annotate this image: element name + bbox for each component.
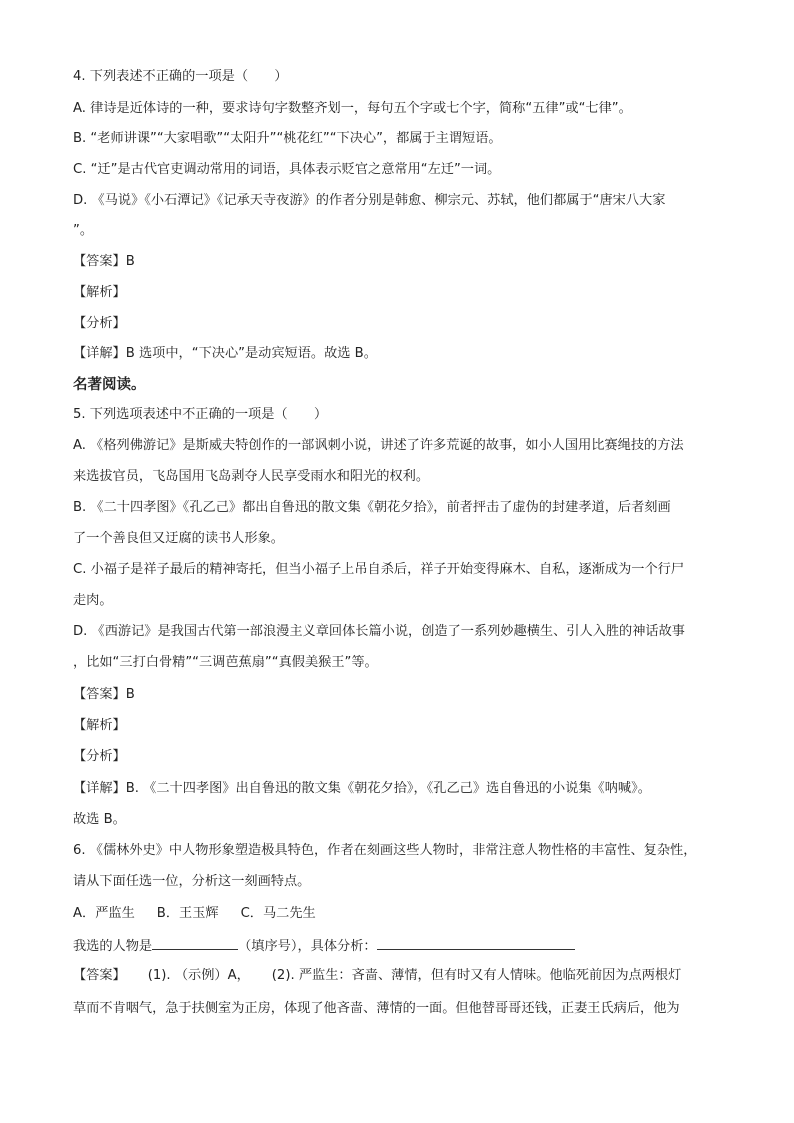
q6-stem-line2: 请从下面任选一位，分析这一刻画特点。: [73, 874, 311, 889]
q5-detail: 【详解】B. 《二十四孝图》出自鲁迅的散文集《朝花夕拾》，《孔乙己》选自鲁迅的小说集《呐喊》。: [73, 781, 651, 796]
q5-option-c-line1: C. 小福子是祥子最后的精神寄托，但当小福子上吊自杀后，祥子开始变得麻木、自私，逐渐成为一个行尸: [73, 562, 685, 577]
q6-answer-line2: 草而不肯咽气，急于扶侧室为正房，体现了他吝啬、薄情的一面。但他替哥哥还钱，正妻王氏病后，他为: [73, 1001, 680, 1016]
q6-fill-line: [73, 936, 733, 956]
q6-answer-tag: 【答案】: [73, 968, 126, 983]
q4-detail: 【详解】B 选项中，“下决心”是动宾短语。故选 B。: [73, 346, 377, 361]
q6-answer-line: [73, 967, 733, 985]
q5-option-d-line2: ，比如“三打白骨精”“三调芭蕉扇”“真假美猴王”等。: [73, 655, 378, 670]
q6-option-a: A．严监生: [73, 906, 135, 921]
q5-fenxi-label: 【分析】: [73, 749, 126, 764]
q5-jiexi-label: 【解析】: [73, 718, 126, 733]
q6-blank-analysis: [377, 936, 575, 950]
q4-jiexi-label: 【解析】: [73, 285, 126, 300]
q4-option-d-line2: ”。: [73, 223, 94, 238]
q4-option-b: B. “老师讲课”“大家唱歌”“太阳升”“桃花红”“下决心”，都属于主谓短语。: [73, 131, 502, 146]
q6-stem-line1: 6. 《儒林外史》中人物形象塑造极具特色，作者在刻画这些人物时，非常注意人物性格的丰富性、复杂性，: [73, 843, 697, 858]
q4-option-d-line1: D. 《马说》《小石潭记》《记承天寺夜游》的作者分别是韩愈、柳宗元、苏轼，他们都属于“唐宋八大家: [73, 193, 666, 208]
q4-answer: 【答案】B: [73, 254, 135, 269]
q5-answer: 【答案】B: [73, 687, 135, 702]
q6-answer-part1: (1). （示例）A，: [147, 968, 250, 983]
q5-option-a-line1: A. 《格列佛游记》是斯威夫特创作的一部讽刺小说，讲述了许多荒诞的故事，如小人国用比赛绳技的方法: [73, 438, 684, 453]
q5-detail-line2: 故选 B。: [73, 812, 126, 827]
q6-option-c: C．马二先生: [240, 906, 316, 921]
q4-stem: 4. 下列表述不正确的一项是（ ）: [73, 69, 288, 84]
q4-option-c: C. “迁”是古代官吏调动常用的词语，具体表示贬官之意常用“左迁”一词。: [73, 162, 501, 177]
q6-blank-number: [152, 936, 238, 950]
q4-option-a: A. 律诗是近体诗的一种，要求诗句字数整齐划一，每句五个字或七个字，简称“五律”或“七律”。: [73, 101, 632, 116]
q5-stem: 5. 下列选项表述中不正确的一项是（ ）: [73, 407, 328, 422]
q4-fenxi-label: 【分析】: [73, 316, 126, 331]
q5-option-a-line2: 来选拔官员，飞岛国用飞岛剥夺人民享受雨水和阳光的权利。: [73, 469, 430, 484]
q6-answer-part2: (2). 严监生：吝啬、薄情，但有时又有人情味。他临死前因为点两根灯: [271, 968, 682, 983]
q6-options: [73, 905, 733, 923]
q6-fill-prefix: 我选的人物是: [73, 939, 153, 954]
q5-option-b-line1: B. 《二十四孝图》《孔乙己》都出自鲁迅的散文集《朝花夕拾》，前者抨击了虚伪的封建孝道，后者刻画: [73, 500, 671, 515]
q6-option-b: B．王玉辉: [156, 906, 219, 921]
q5-option-d-line1: D. 《西游记》是我国古代第一部浪漫主义章回体长篇小说，创造了一系列妙趣横生、引人入胜的神话故事: [73, 624, 685, 639]
q5-option-c-line2: 走肉。: [73, 593, 113, 608]
q5-option-b-line2: 了一个善良但又迂腐的读书人形象。: [73, 531, 284, 546]
section-title: 名著阅读。: [73, 377, 146, 393]
q6-fill-mid: （填序号），具体分析：: [238, 939, 377, 954]
